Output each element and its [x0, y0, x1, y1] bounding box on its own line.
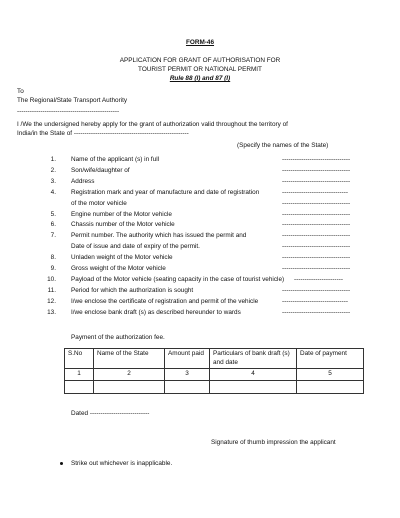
item-number: 13.	[47, 308, 56, 316]
table-cell[interactable]	[297, 380, 364, 393]
item-label: Payload of the Motor vehicle (seating capacity in the case of tourist vehicle)	[71, 275, 285, 283]
table-cell: 2	[94, 369, 165, 381]
table-header-cell: S.No	[65, 349, 94, 369]
item-blank[interactable]: --------------------------------	[282, 210, 351, 218]
to-label: To	[17, 88, 24, 95]
item-number: 6.	[50, 221, 56, 229]
item-blank[interactable]: --------------------------------	[282, 308, 351, 316]
item-blank[interactable]: --------------------------------	[282, 265, 351, 272]
item-blank[interactable]: --------------------------------	[282, 232, 351, 240]
item-number: 1.	[50, 156, 56, 163]
table-cell: 5	[297, 369, 364, 381]
item-label: Unladen weight of the Motor vehicle	[71, 254, 173, 262]
rule-reference: Rule 88 (I) and 87 (I)	[169, 75, 231, 82]
heading-line-2: TOURIST PERMIT OR NATIONAL PERMIT	[138, 66, 262, 73]
table-cell[interactable]	[165, 380, 210, 393]
item-blank[interactable]: -------------------------------	[282, 188, 348, 196]
item-label: of the motor vehicle	[71, 199, 127, 207]
note-text: Strike out whichever is inapplicable.	[71, 460, 173, 467]
table-header-cell: Particulars of bank draft (s) and date	[210, 349, 297, 369]
authority-line: The Regional/State Transport Authority	[17, 97, 128, 104]
item-label: Address	[71, 177, 95, 185]
item-blank[interactable]: -----------------------	[294, 275, 343, 283]
item-label: Permit number. The authority which has issued the permit and	[71, 232, 247, 240]
heading-line-1: APPLICATION FOR GRANT OF AUTHORISATION FOR	[119, 57, 281, 64]
item-blank[interactable]: --------------------------------	[282, 177, 351, 185]
item-number: 8.	[50, 254, 56, 262]
table-header-cell: Amount paid	[165, 349, 210, 369]
item-blank[interactable]: -------------------------------	[282, 297, 348, 305]
item-number: 9.	[50, 265, 56, 272]
item-label: Engine number of the Motor vehicle	[71, 210, 172, 218]
table-row	[65, 369, 364, 381]
item-blank[interactable]: --------------------------------	[282, 254, 351, 262]
table-header-row	[65, 349, 364, 369]
table-header-cell: Name of the State	[94, 349, 165, 369]
form-title: FORM-46	[185, 39, 215, 46]
table-cell[interactable]	[65, 380, 94, 393]
payment-table	[64, 348, 364, 394]
item-blank[interactable]: --------------------------------	[282, 286, 351, 294]
item-number: 5.	[50, 210, 56, 218]
authority-blank: ------------------------------------------------	[17, 108, 120, 115]
note	[60, 459, 172, 468]
item-label: Registration mark and year of manufacture and date of registration	[71, 188, 260, 196]
item-number: 12.	[47, 297, 56, 305]
item-label: I/we enclose bank draft (s) as described hereunder to wards	[71, 308, 241, 316]
item-label: Chassis number of the Motor vehicle	[71, 221, 175, 229]
table-cell: 1	[65, 369, 94, 381]
table-cell: 3	[165, 369, 210, 381]
item-number: 4.	[50, 188, 56, 196]
specify-state-note: (Specify the names of the State)	[237, 142, 329, 149]
table-cell[interactable]	[210, 380, 297, 393]
item-number: 2.	[50, 166, 56, 174]
item-label: Gross weight of the Motor vehicle	[71, 265, 166, 272]
item-label: Name of the applicant (s) in full	[71, 156, 160, 163]
item-blank[interactable]: --------------------------------	[282, 243, 351, 251]
item-number: 3.	[50, 177, 56, 185]
signature-label: Signature of thumb impression the applicant	[211, 439, 336, 446]
item-label: Son/wife/daughter of	[71, 166, 130, 174]
table-cell: 4	[210, 369, 297, 381]
item-blank[interactable]: --------------------------------	[282, 166, 351, 174]
item-blank[interactable]: --------------------------------	[282, 199, 351, 207]
table-row	[65, 380, 364, 393]
table-header-cell: Date of payment	[297, 349, 364, 369]
item-blank[interactable]: --------------------------------	[282, 221, 351, 229]
item-number: 10.	[47, 275, 56, 283]
item-label: I/we enclose the certificate of registration and permit of the vehicle	[71, 297, 259, 305]
intro-text-2: India/in the State of ------------------------------------------------------	[17, 130, 189, 137]
item-blank[interactable]: --------------------------------	[282, 156, 351, 163]
payment-heading: Payment of the authorization fee.	[71, 334, 165, 341]
item-number: 7.	[50, 232, 56, 240]
item-number: 11.	[47, 286, 56, 294]
intro-text-1: I /We the undersigned hereby apply for the grant of authorization valid throughout the territory of	[17, 121, 288, 128]
item-label: Period for which the authorization is sought	[71, 286, 194, 294]
item-label: Date of issue and date of expiry of the permit.	[71, 243, 200, 251]
bullet-icon	[60, 462, 63, 465]
dated-field: Dated ----------------------------	[71, 410, 150, 417]
table-cell[interactable]	[94, 380, 165, 393]
